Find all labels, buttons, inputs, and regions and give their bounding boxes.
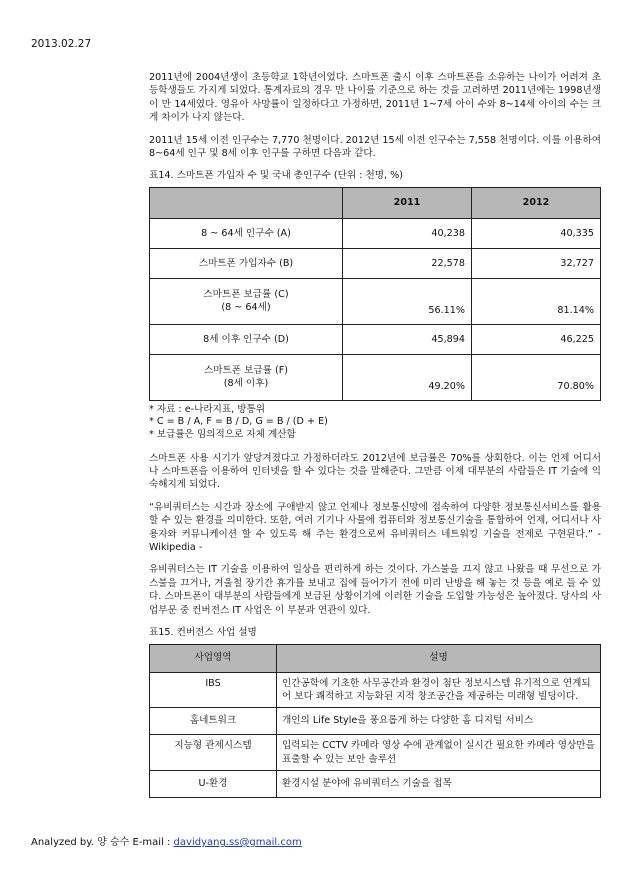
table-header-cell: 2011	[343, 187, 472, 218]
table-note: * 자료 : e-나라지표, 방통위	[149, 403, 266, 415]
table-row	[150, 278, 601, 324]
table-header-cell: 2012	[472, 187, 601, 218]
row-label: 스마트폰 보급률 (F) (8세 이후)	[150, 354, 343, 400]
paragraph: 2011년에 2004년생이 초등학교 1학년이었다. 스마트폰 출시 이후 스마트폰을 소유하는 나이가 어려져 초등학생들도 가지게 되었다. 통계자료의 경우 만 나이를 기준으로 하는 것을 고려하면 2011년에는 1998년생이 만 14세였다. 영유아 사망률이 일정하다고 가정하면, 2011년 1~7세 아이 수와 8~14세 아이의 수는 크게 차이가 나지 않는다.	[149, 72, 601, 124]
table-row	[150, 735, 601, 771]
row-label: 8 ~ 64세 인구수 (A)	[150, 218, 343, 248]
table-header-row	[150, 644, 601, 672]
table-header-cell: 설명	[277, 644, 601, 672]
business-description: 인간공학에 기초한 사무공간과 환경이 첨단 정보시스템 유기적으로 연계되어 보다 쾌적하고 지능화된 지적 창조공간을 제공하는 미래형 빌딩이다.	[277, 672, 601, 708]
table15-caption: 표15. 컨버전스 사업 설명	[149, 627, 257, 639]
paragraph: 유비쿼터스는 IT 기술을 이용하여 일상을 편리하게 하는 것이다. 가스불을 끄지 않고 나왔을 때 무선으로 가스불을 끄거나, 겨울철 장기간 휴가를 보내고 집에 들어가기 전에 미리 난방을 해 놓는 것 등을 예로 들 수 있다. 스마트폰이 대부분의 사람들에게 보급된 상황이기에 이러한 기술을 도입할 가능성은 높아졌다. 당사의 사업부문 중 컨버전스 IT 사업은 이 부분과 연관이 있다.	[149, 564, 601, 616]
business-description: 개인의 Life Style을 풍요롭게 하는 다양한 홈 디지털 서비스	[277, 708, 601, 735]
table-row	[150, 218, 601, 248]
table-header-cell	[150, 187, 343, 218]
table-row	[150, 708, 601, 735]
business-area: 홈네트워크	[150, 708, 277, 735]
value-2012: 81.14%	[472, 278, 601, 324]
table-row	[150, 248, 601, 278]
business-area: U-환경	[150, 771, 277, 798]
value-2012: 40,335	[472, 218, 601, 248]
row-label: 스마트폰 보급률 (C) (8 ~ 64세)	[150, 278, 343, 324]
email-link[interactable]: davidyang.ss@gmail.com	[173, 837, 302, 848]
table-row	[150, 672, 601, 708]
value-2011: 49.20%	[343, 354, 472, 400]
value-2012: 32,727	[472, 248, 601, 278]
table-note: * C = B / A, F = B / D, G = B / (D + E)	[149, 416, 328, 428]
value-2012: 46,225	[472, 324, 601, 354]
report-body	[149, 71, 601, 798]
table-row	[150, 354, 601, 400]
value-2011: 56.11%	[343, 278, 472, 324]
table-header-cell: 사업영역	[150, 644, 277, 672]
value-2011: 40,238	[343, 218, 472, 248]
table-header-row	[150, 187, 601, 218]
table14-caption: 표14. 스마트폰 가입자 수 및 국내 총인구수 (단위 : 천명, %)	[149, 170, 403, 182]
table-row	[150, 771, 601, 798]
footer-author: Analyzed by. 양 승수 E-mail :	[31, 837, 174, 848]
table14-notes	[149, 404, 601, 442]
row-label: 8세 이후 인구수 (D)	[150, 324, 343, 354]
business-area: 지능형 관제시스템	[150, 735, 277, 771]
quote-paragraph: “유비쿼터스는 시간과 장소에 구애받지 않고 언제나 정보통신망에 접속하여 다양한 정보통신서비스를 활용할 수 있는 환경을 의미한다. 또한, 여러 기기나 사물에 컴퓨터와 정보통신기술을 통합하여 언제, 어디서나 사용자와 커뮤니케이션 할 수 있도록 해 주는 환경으로써 유비쿼터스 네트워킹 기술을 전제로 구현된다.” - Wikipedia -	[149, 501, 601, 554]
smartphone-subscriber-table	[149, 187, 601, 401]
value-2011: 22,578	[343, 248, 472, 278]
page-date: 2013.02.27	[31, 38, 92, 50]
table-note: * 보급률은 임의적으로 자체 계산함	[149, 429, 296, 441]
convergence-business-table	[149, 644, 601, 799]
value-2011: 45,894	[343, 324, 472, 354]
paragraph: 스마트폰 사용 시기가 앞당겨졌다고 가정하더라도 2012년에 보급률은 70%를 상회한다. 이는 언제 어디서나 스마트폰을 이용하여 인터넷을 할 수 있다는 것을 말해준다. 그만큼 이제 대부분의 사람들은 IT 기술에 익숙해지게 되었다.	[149, 452, 601, 491]
paragraph: 2011년 15세 이전 인구수는 7,770 천명이다. 2012년 15세 이전 인구수는 7,558 천명이다. 이를 이용하여 8~64세 인구 및 8세 이후 인구를 구하면 다음과 같다.	[149, 134, 601, 160]
footer	[31, 833, 302, 848]
table-row	[150, 324, 601, 354]
business-area: IBS	[150, 672, 277, 708]
business-description: 환경시설 분야에 유비쿼터스 기술을 접목	[277, 771, 601, 798]
business-description: 입력되는 CCTV 카메라 영상 수에 관계없이 실시간 필요한 카메라 영상만을 표출할 수 있는 보안 솔루션	[277, 735, 601, 771]
value-2012: 70.80%	[472, 354, 601, 400]
row-label: 스마트폰 가입자수 (B)	[150, 248, 343, 278]
